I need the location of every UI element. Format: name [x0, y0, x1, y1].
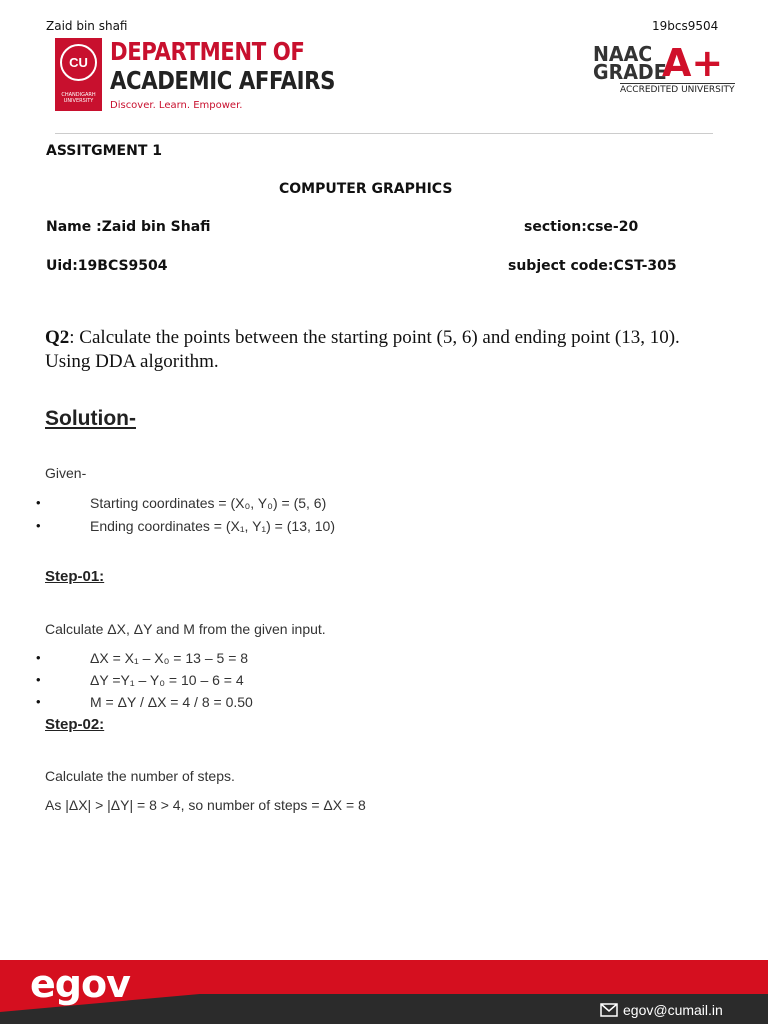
cu-seal-icon [60, 44, 97, 81]
dept-tagline: Discover. Learn. Empower. [110, 100, 243, 111]
question-label: Q2 [45, 327, 70, 348]
bullet-dot: • [36, 518, 41, 533]
step2-line: As |ΔX| > |ΔY| = 8 > 4, so number of steps = ΔX = 8 [45, 797, 366, 813]
bullet-dot: • [36, 672, 41, 687]
bullet-dot: • [36, 495, 41, 510]
given-label: Given- [45, 465, 87, 481]
assignment-title: ASSITGMENT 1 [46, 143, 162, 159]
subject-code: subject code:CST-305 [508, 258, 677, 274]
dept-title-line2: ACADEMIC AFFAIRS [110, 66, 335, 95]
header-roll-number: 19bcs9504 [652, 19, 719, 33]
dept-title-line1: DEPARTMENT OF [110, 37, 305, 66]
question-text: : Calculate the points between the starting point (5, 6) and ending point (13, 10). [69, 327, 680, 348]
student-name: Name :Zaid bin Shafi [46, 219, 211, 235]
question-line2: Using DDA algorithm. [45, 351, 219, 372]
logo-short: CU [69, 55, 88, 70]
step1-item: M = ΔY / ΔX = 4 / 8 = 0.50 [90, 694, 253, 710]
mail-icon [600, 1003, 618, 1022]
header-author: Zaid bin shafi [46, 19, 128, 33]
step1-intro: Calculate ΔX, ΔY and M from the given input. [45, 621, 326, 637]
footer-email[interactable]: egov@cumail.in [623, 1002, 723, 1018]
grade-value: A+ [662, 41, 724, 85]
grade-label: GRADE [593, 60, 667, 84]
question-line1 [45, 326, 745, 350]
student-section: section:cse-20 [524, 219, 639, 235]
naac-label: NAAC [593, 42, 653, 66]
step1-item: ΔY =Y₁ – Y₀ = 10 – 6 = 4 [90, 672, 244, 688]
step1-item: ΔX = X₁ – X₀ = 13 – 5 = 8 [90, 650, 249, 666]
logo-university: CHANDIGARH UNIVERSITY [61, 92, 96, 104]
bullet-dot: • [36, 694, 41, 709]
given-item: Starting coordinates = (X₀, Y₀) = (5, 6) [90, 495, 327, 511]
bullet-dot: • [36, 650, 41, 665]
given-item: Ending coordinates = (X₁, Y₁) = (13, 10) [90, 518, 335, 534]
step2-intro: Calculate the number of steps. [45, 768, 235, 784]
egov-logo: egov [30, 962, 130, 1006]
step1-heading: Step-01: [45, 568, 105, 585]
step2-heading: Step-02: [45, 716, 105, 733]
solution-heading: Solution- [45, 407, 136, 430]
header-divider [55, 133, 713, 134]
course-title: COMPUTER GRAPHICS [279, 181, 453, 197]
student-uid: Uid:19BCS9504 [46, 258, 168, 274]
accredited-label: ACCREDITED UNIVERSITY [620, 85, 735, 95]
